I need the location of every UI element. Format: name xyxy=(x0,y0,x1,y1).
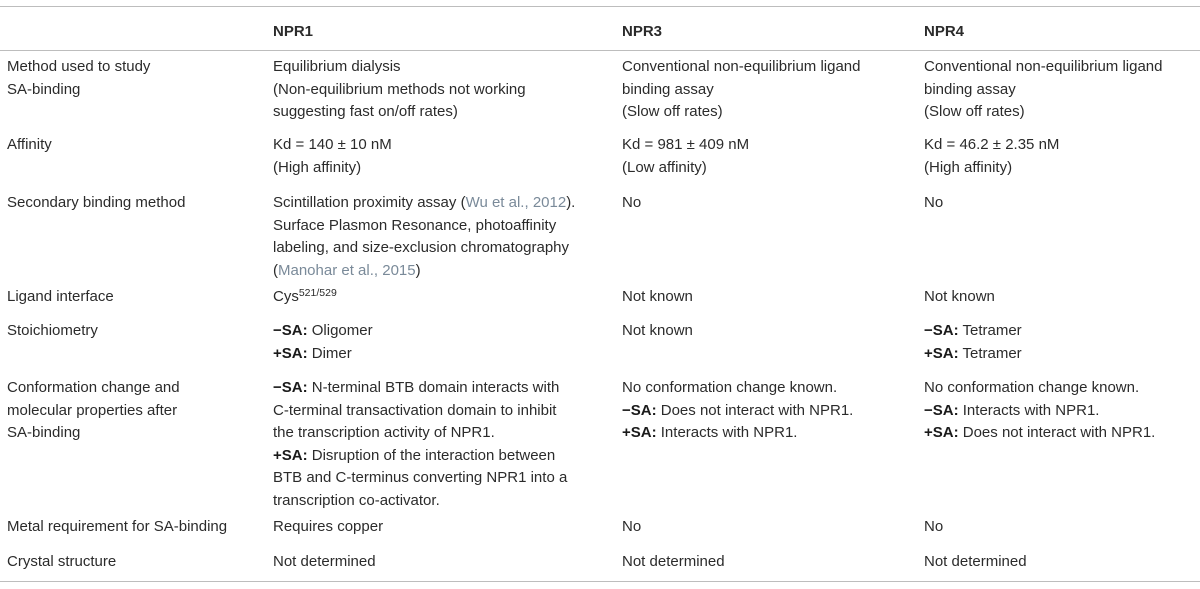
header-npr3: NPR3 xyxy=(622,23,663,40)
header-npr4: NPR4 xyxy=(924,23,965,40)
conformation-npr1: −SA: N-terminal BTB domain interacts with C-terminal transactivation domain to inhibit the transcription activity of NPR1. +SA: Disruption of the interaction between BTB and C-terminus converting NPR1 into a transcription co-activator. xyxy=(273,379,568,509)
row-label-conformation: Conformation change and molecular properties after SA-binding xyxy=(7,379,180,441)
metal-npr4: No xyxy=(924,518,944,535)
row-label-ligand: Ligand interface xyxy=(7,288,114,305)
method-npr1: Equilibrium dialysis (Non-equilibrium methods not working suggesting fast on/off rates) xyxy=(273,58,526,120)
affinity-npr1: Kd = 140 ± 10 nM (High affinity) xyxy=(273,136,392,176)
secondary-npr4: No xyxy=(924,194,944,211)
ligand-npr4: Not known xyxy=(924,288,995,305)
conformation-npr3: No conformation change known. −SA: Does not interact with NPR1. +SA: Interacts with NPR1. xyxy=(622,379,854,441)
conformation-npr4: No conformation change known. −SA: Interacts with NPR1. +SA: Does not interact with NPR1. xyxy=(924,379,1156,441)
method-npr4: Conventional non-equilibrium ligand binding assay (Slow off rates) xyxy=(924,58,1163,120)
bottom-rule xyxy=(0,581,1200,582)
stoichiometry-npr1: −SA: Oligomer +SA: Dimer xyxy=(273,322,373,362)
header-npr1: NPR1 xyxy=(273,23,314,40)
secondary-npr3: No xyxy=(622,194,642,211)
crystal-npr4: Not determined xyxy=(924,553,1027,570)
citation-wu-2012[interactable]: Wu et al., 2012 xyxy=(465,194,567,211)
method-npr3: Conventional non-equilibrium ligand binding assay (Slow off rates) xyxy=(622,58,861,120)
ligand-npr3: Not known xyxy=(622,288,693,305)
stoichiometry-npr3: Not known xyxy=(622,322,693,339)
metal-npr1: Requires copper xyxy=(273,518,384,535)
row-label-method: Method used to study SA-binding xyxy=(7,58,151,98)
row-label-metal: Metal requirement for SA-binding xyxy=(7,518,228,535)
row-label-crystal: Crystal structure xyxy=(7,553,117,570)
secondary-npr1: Scintillation proximity assay (Wu et al., 2012). Surface Plasmon Resonance, photoaffinity labeling, and size-exclusion chromatography (Manohar et al., 2015) xyxy=(273,194,576,279)
stoichiometry-npr4: −SA: Tetramer +SA: Tetramer xyxy=(924,322,1022,362)
crystal-npr3: Not determined xyxy=(622,553,725,570)
row-label-affinity: Affinity xyxy=(7,136,52,153)
crystal-npr1: Not determined xyxy=(273,553,376,570)
affinity-npr4: Kd = 46.2 ± 2.35 nM (High affinity) xyxy=(924,136,1060,176)
ligand-npr1: Cys$^{521/529}$ xyxy=(273,287,337,305)
row-label-secondary: Secondary binding method xyxy=(7,194,186,211)
header-rule xyxy=(0,50,1200,51)
metal-npr3: No xyxy=(622,518,642,535)
row-label-stoichiometry: Stoichiometry xyxy=(7,322,98,339)
affinity-npr3: Kd = 981 ± 409 nM (Low affinity) xyxy=(622,136,750,176)
citation-manohar-2015[interactable]: Manohar et al., 2015 xyxy=(278,261,416,279)
top-rule xyxy=(0,6,1200,7)
